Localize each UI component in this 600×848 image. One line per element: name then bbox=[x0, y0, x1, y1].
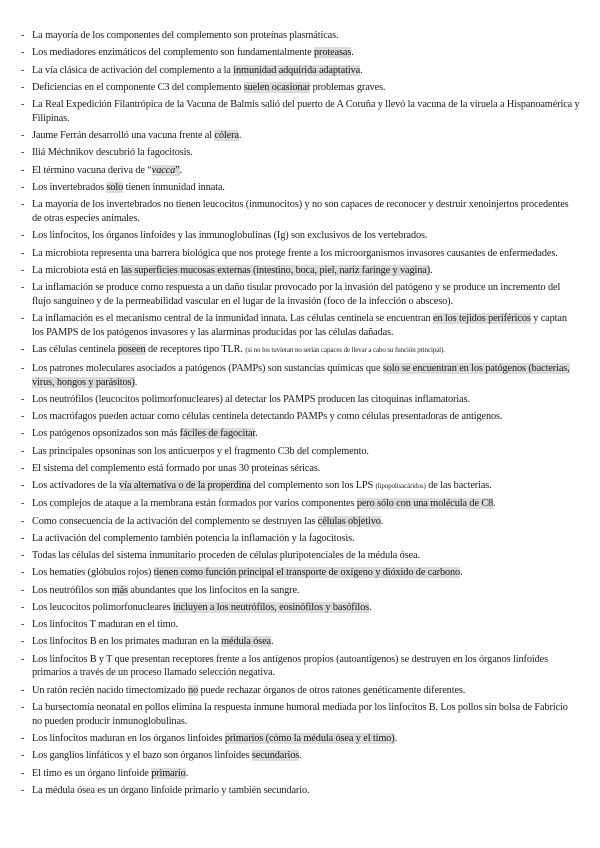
note-item bbox=[20, 732, 580, 746]
note-text: . bbox=[430, 264, 433, 276]
highlighted-text: suelen ocasionar bbox=[243, 81, 311, 93]
note-text: La inflamación se produce como respuesta a un daño tisular provocado por la invasión del patógeno y se produce un incremento del flujo sanguíneo y de la permeabilidad vascular en el lugar de la invasión (foco de la infección o absceso). bbox=[32, 282, 561, 307]
highlighted-text: proteasas bbox=[313, 47, 352, 59]
note-text: Las principales opsoninas son los anticuerpos y el fragmento C3b del complemento. bbox=[32, 445, 369, 457]
note-text: . bbox=[134, 376, 138, 388]
note-text: Los linfocitos, los órganos linfoides y las inmunoglobulinas (Ig) son exclusivos de los vertebrados. bbox=[32, 230, 428, 242]
note-item bbox=[20, 46, 580, 60]
note-text: y captan los PAMPS de los patógenos invasores y las alarminas producidas por las células dañadas. bbox=[32, 313, 567, 339]
note-item bbox=[20, 462, 580, 476]
note-item bbox=[20, 427, 580, 441]
highlighted-text: células objetivo bbox=[317, 515, 381, 527]
highlighted-text: pero sólo con una molécula de C8 bbox=[356, 498, 494, 510]
note-text: Los linfocitos maduran en los órganos linfoides bbox=[32, 733, 225, 745]
note-item bbox=[20, 445, 580, 459]
note-item bbox=[20, 584, 580, 598]
note-text: Como consecuencia de la activación del complemento se destruyen las bbox=[32, 515, 318, 527]
highlighted-text: las superficies mucosas externas (intestino, boca, piel, nariz faringe y vagina) bbox=[120, 264, 431, 276]
note-item bbox=[20, 181, 580, 195]
notes-list bbox=[20, 29, 580, 798]
note-text: Jaume Ferrán desarrolló una vacuna frente al bbox=[32, 130, 215, 142]
note-text: Los linfocitos T maduran en el timo. bbox=[32, 619, 179, 631]
highlighted-text: primario bbox=[151, 767, 186, 779]
note-text: Los macrófagos pueden actuar como células centinela detectando PAMPs y como células presentadoras de antígenos. bbox=[32, 411, 503, 423]
note-text: La inflamación es el mecanismo central de la inmunidad innata. Las células centinela se encuentran bbox=[32, 313, 433, 325]
note-text: problemas graves. bbox=[310, 81, 386, 93]
note-text: puede rechazar órganos de otros ratones genéticamente diferentes. bbox=[198, 684, 466, 696]
note-text: Los activadores de la bbox=[32, 480, 120, 492]
note-text: . bbox=[368, 601, 372, 613]
note-item bbox=[20, 549, 580, 563]
note-text: . bbox=[255, 428, 258, 440]
note-text: . bbox=[299, 750, 302, 762]
note-text: La médula ósea es un órgano linfoide primario y también secundario. bbox=[32, 784, 310, 796]
note-text: . bbox=[394, 733, 398, 745]
note-item bbox=[20, 410, 580, 424]
note-item bbox=[20, 129, 580, 143]
highlighted-text: fáciles de fagocitar bbox=[179, 428, 256, 440]
note-text: . bbox=[360, 64, 363, 76]
note-text: abundantes que los linfocitos en la sangre. bbox=[127, 584, 300, 596]
note-item bbox=[20, 684, 580, 698]
note-item bbox=[20, 479, 580, 494]
note-text: Los complejos de ataque a la membrana están formados por varios componentes bbox=[32, 498, 357, 510]
note-text: Deficiencias en el componente C3 del complemento bbox=[32, 81, 244, 93]
note-item bbox=[20, 229, 580, 243]
note-text: La microbiota está en bbox=[32, 264, 121, 276]
note-item bbox=[20, 312, 580, 340]
note-text: Las células centinela bbox=[32, 344, 118, 356]
note-text: Un ratón recién nacido timectomizado bbox=[32, 684, 188, 696]
note-text: Los linfocitos B en los primates maduran en la bbox=[32, 636, 222, 648]
note-item bbox=[20, 618, 580, 632]
italic-text: vacca bbox=[151, 164, 176, 176]
note-item bbox=[20, 362, 580, 390]
note-item bbox=[20, 164, 580, 178]
note-text: La Real Expedición Filantrópica de la Vacuna de Balmis salió del puerto de A Coruña y llevó la vacuna de la viruela a Hispanoamérica y Filipinas. bbox=[32, 99, 580, 124]
highlighted-text: más bbox=[111, 584, 128, 596]
note-item bbox=[20, 98, 580, 126]
highlighted-text: cólera bbox=[214, 130, 239, 142]
note-text: . bbox=[270, 636, 274, 648]
note-text: El término vacuna deriva de “ bbox=[32, 164, 152, 176]
note-text: . bbox=[351, 47, 354, 59]
note-item bbox=[20, 281, 580, 309]
highlighted-text: vía alternativa o de la properdina bbox=[119, 480, 251, 492]
highlighted-text: médula ósea bbox=[221, 636, 271, 648]
note-item bbox=[20, 601, 580, 615]
note-item bbox=[20, 653, 580, 681]
note-item bbox=[20, 749, 580, 763]
highlighted-text: no bbox=[187, 684, 199, 696]
note-text: de las bacterias. bbox=[425, 480, 492, 492]
note-text: . bbox=[185, 767, 189, 779]
note-text: tienen inmunidad innata. bbox=[123, 181, 225, 193]
note-text: La microbiota representa una barrera biológica que nos protege frente a los microorganismos invasores causantes de enfermedades. bbox=[32, 247, 558, 259]
note-item bbox=[20, 198, 580, 226]
note-text: El sistema del complemento está formado por unas 30 proteínas séricas. bbox=[32, 462, 321, 474]
highlighted-text: poseen bbox=[117, 344, 146, 356]
note-item bbox=[20, 264, 580, 278]
note-item bbox=[20, 64, 580, 78]
note-item bbox=[20, 497, 580, 511]
note-item bbox=[20, 343, 580, 358]
note-item bbox=[20, 29, 580, 43]
highlighted-text: inmunidad adquirida adaptativa bbox=[233, 64, 361, 76]
highlighted-text: primarios (cómo la médula ósea y el timo) bbox=[224, 733, 395, 745]
note-text: . bbox=[238, 130, 242, 142]
highlighted-text: solo se encuentran en los patógenos (bacterias, virus, hongos y parásitos) bbox=[32, 362, 570, 388]
highlighted-text bbox=[152, 165, 175, 176]
note-text: Los neutrófilos (leucocitos polimorfonucleares) al detectar los PAMPS producen las citoquinas inflamatorias. bbox=[32, 393, 470, 405]
note-item bbox=[20, 247, 580, 261]
note-text: Los ganglios linfáticos y el bazo son órganos linfoides bbox=[32, 750, 252, 762]
note-text: Todas las células del sistema inmunitario proceden de células pluripotenciales de la médula ósea. bbox=[32, 550, 420, 562]
note-text: La bursectomía neonatal en pollos elimina la respuesta inmune humoral mediada por los linfocitos B. Los pollos sin bolsa de Fabricio no pueden producir inmunoglobulinas. bbox=[32, 701, 568, 727]
note-text: de receptores tipo TLR. bbox=[145, 344, 246, 356]
note-item bbox=[20, 532, 580, 546]
note-text: Los hematíes (glóbulos rojos) bbox=[32, 567, 154, 579]
note-text: Los mediadores enzimáticos del complemento son fundamentalmente bbox=[32, 47, 314, 59]
note-text: Los leucocitos polimorfonucleares bbox=[32, 601, 173, 613]
note-text: Iliá Méchnikov descubrió la fagocitosis. bbox=[32, 147, 193, 159]
highlighted-text: secundarios bbox=[251, 750, 300, 762]
note-item bbox=[20, 635, 580, 649]
note-text: Los invertebrados bbox=[32, 181, 107, 193]
note-text: Los neutrófilos son bbox=[32, 584, 112, 596]
note-item bbox=[20, 784, 580, 798]
highlighted-text: tienen como función principal el transporte de oxígeno y dióxido de carbono bbox=[153, 567, 461, 579]
note-item bbox=[20, 515, 580, 529]
highlighted-text: ” bbox=[175, 164, 180, 176]
note-text: . bbox=[493, 498, 496, 510]
note-item bbox=[20, 767, 580, 781]
note-text: La activación del complemento también potencia la inflamación y la fagocitosis. bbox=[32, 532, 355, 544]
note-text: La vía clásica de activación del complemento a la bbox=[32, 64, 234, 76]
highlighted-text: incluyen a los neutrófilos, eosinófilos y basófilos bbox=[172, 601, 369, 613]
note-text: . bbox=[179, 164, 183, 176]
note-item bbox=[20, 146, 580, 160]
note-text: . bbox=[460, 567, 463, 579]
note-item bbox=[20, 393, 580, 407]
note-text: La mayoría de los invertebrados no tienen leucocitos (inmunocitos) y no son capaces de reconocer y destruir xenoinjertos procedentes de otras especies animales. bbox=[32, 199, 569, 225]
note-text: La mayoría de los componentes del complemento son proteínas plasmáticas. bbox=[32, 30, 339, 41]
note-text: Los linfocitos B y T que presentan receptores frente a los antígenos propios (autoantígenos) se destruyen en los órganos linfoides primarios a través de un proceso llamado selección negativa. bbox=[32, 653, 548, 679]
note-text: Los patrones moleculares asociados a patógenos (PAMPs) son sustancias químicas que bbox=[32, 362, 383, 374]
note-text: El timo es un órgano linfoide bbox=[32, 767, 152, 779]
note-item bbox=[20, 81, 580, 95]
note-item bbox=[20, 701, 580, 729]
small-note-text: (si no los tuvieran no serían capaces de llevar a cabo su función principal). bbox=[245, 346, 445, 355]
small-note-text: (lipopolisacáridos) bbox=[375, 482, 426, 491]
highlighted-text: en los tejidos periféricos bbox=[432, 313, 531, 325]
highlighted-text: solo bbox=[106, 181, 124, 193]
note-text: . bbox=[380, 515, 384, 527]
note-item bbox=[20, 566, 580, 580]
note-text: Los patógenos opsonizados son más bbox=[32, 428, 180, 440]
note-text: del complemento son los LPS bbox=[250, 480, 376, 492]
